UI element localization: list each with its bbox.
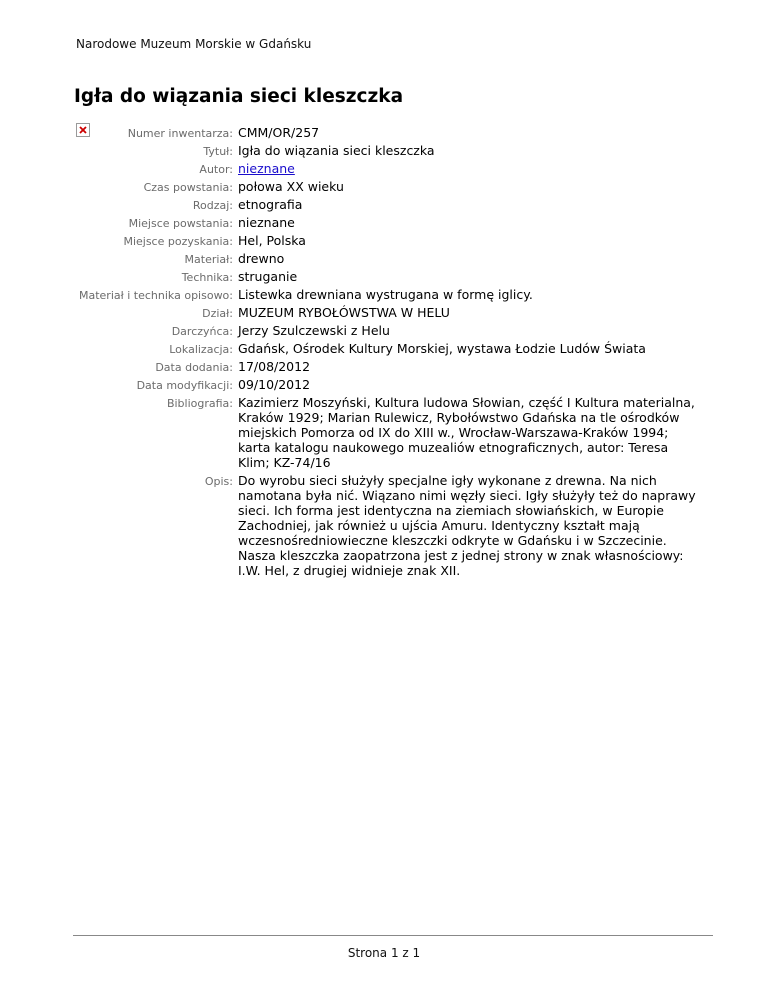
field-value: nieznane (238, 215, 295, 230)
field-row-author (0, 161, 768, 176)
page-title: Igła do wiązania sieci kleszczka (74, 86, 404, 107)
field-row-creation-time (0, 179, 768, 194)
field-value: drewno (238, 251, 285, 266)
field-label: Materiał i technika opisowo: (78, 289, 233, 302)
metadata-table (0, 125, 768, 581)
field-value: Listewka drewniana wystrugana w formę iglicy. (238, 287, 533, 302)
field-label: Miejsce powstania: (128, 217, 233, 230)
field-row-technique (0, 269, 768, 284)
field-label: Lokalizacja: (169, 343, 233, 356)
field-label: Darczyńca: (171, 325, 233, 338)
field-label: Numer inwentarza: (127, 127, 233, 140)
field-label: Bibliografia: (166, 397, 233, 410)
field-value: 09/10/2012 (238, 377, 311, 392)
field-row-bibliography (0, 395, 768, 470)
field-row-donor (0, 323, 768, 338)
page-number: Strona 1 z 1 (347, 946, 421, 960)
field-value: 17/08/2012 (238, 359, 311, 374)
field-row-place-of-creation (0, 215, 768, 230)
field-row-type (0, 197, 768, 212)
field-value (238, 161, 700, 176)
field-value: CMM/OR/257 (238, 125, 320, 140)
field-row-material (0, 251, 768, 266)
field-value: Kazimierz Moszyński, Kultura ludowa Słowian, część I Kultura materialna, Kraków 1929; Marian Rulewicz, Rybołówstwo Gdańska na tle ośrodków miejskich Pomorza od IX do XIII w., Wrocław-Warszawa-Kraków 1994; karta katalogu naukowego muzealiów etnograficznych, autor: Teresa Klim; KZ-74/16 (238, 395, 695, 470)
field-row-material-technique-desc (0, 287, 768, 302)
field-label: Materiał: (184, 253, 233, 266)
field-label: Technika: (181, 271, 233, 284)
field-label: Tytuł: (203, 145, 233, 158)
field-row-location (0, 341, 768, 356)
field-label: Dział: (202, 307, 233, 320)
field-row-date-modified (0, 377, 768, 392)
field-row-date-added (0, 359, 768, 374)
field-label: Data dodania: (155, 361, 233, 374)
field-label: Autor: (199, 163, 233, 176)
field-value: MUZEUM RYBOŁÓWSTWA W HELU (238, 305, 450, 320)
field-row-department (0, 305, 768, 320)
field-label: Rodzaj: (192, 199, 233, 212)
field-label: Data modyfikacji: (136, 379, 233, 392)
field-row-description (0, 473, 768, 578)
author-link[interactable]: nieznane (238, 161, 295, 176)
field-value: Hel, Polska (238, 233, 306, 248)
field-row-title (0, 143, 768, 158)
field-row-place-of-acquisition (0, 233, 768, 248)
field-label: Czas powstania: (143, 181, 233, 194)
field-label: Miejsce pozyskania: (123, 235, 233, 248)
field-label: Opis: (204, 475, 233, 488)
field-value: Igła do wiązania sieci kleszczka (238, 143, 435, 158)
field-value: Gdańsk, Ośrodek Kultury Morskiej, wystawa Łodzie Ludów Świata (238, 341, 646, 356)
field-value: połowa XX wieku (238, 179, 344, 194)
field-value: Jerzy Szulczewski z Helu (238, 323, 390, 338)
field-value: etnografia (238, 197, 303, 212)
field-row-inventory (0, 125, 768, 140)
field-value: struganie (238, 269, 298, 284)
museum-header: Narodowe Muzeum Morskie w Gdańsku (76, 37, 312, 51)
footer-divider (73, 935, 713, 936)
field-value: Do wyrobu sieci służyły specjalne igły wykonane z drewna. Na nich namotana była nić. Wiązano nimi węzły sieci. Igły służyły też do naprawy sieci. Ich forma jest identyczna na ziemiach słowiańskich, w Europie Zachodniej, jak również u ujścia Amuru. Identyczny kształt mają wczesnośredniowieczne kleszczki odkryte w Gdańsku i w Szczecinie. Nasza kleszczka zaopatrzona jest z jednej strony w znak własnościowy: I.W. Hel, z drugiej widnieje znak XII. (238, 473, 696, 578)
